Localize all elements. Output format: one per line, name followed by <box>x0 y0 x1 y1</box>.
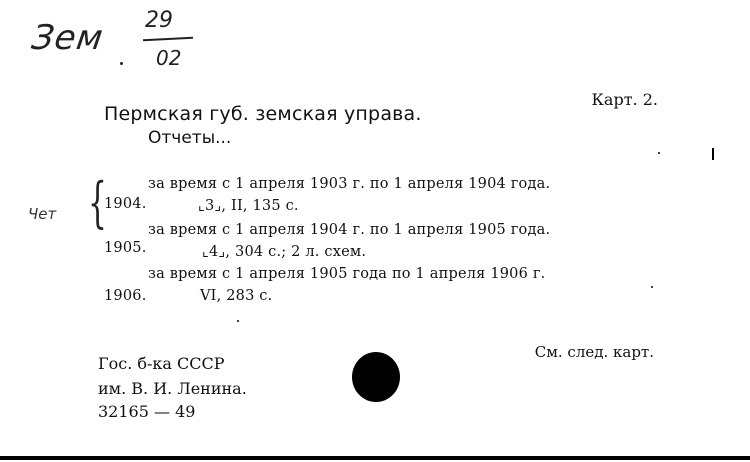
card-bottom-edge <box>0 456 750 460</box>
handwritten-fraction-bottom: 02 <box>156 46 182 70</box>
handwritten-fraction-line <box>143 37 193 42</box>
ink-stamp-blot <box>352 352 400 402</box>
handwritten-shelf-mark: Зем <box>29 18 107 58</box>
library-catalog-number: 32165 — 49 <box>98 402 196 421</box>
entry-volume: ⌞3⌟, II, 135 с. <box>198 198 299 214</box>
entry-volume: VI, 283 с. <box>200 288 273 304</box>
ink-speck <box>651 286 653 288</box>
handwritten-fraction-top: 29 <box>145 8 173 33</box>
handwritten-dot <box>120 62 123 65</box>
card-subtitle: Отчеты... <box>148 128 232 148</box>
card-number: Карт. 2. <box>591 90 658 109</box>
card-title: Пермская губ. земская управа. <box>104 103 422 125</box>
entry-period: за время с 1 апреля 1905 года по 1 апреля 1906 г. <box>148 266 546 282</box>
handwritten-side-note: Чет <box>28 205 57 223</box>
ink-speck <box>237 320 239 322</box>
entry-year: 1906. <box>104 288 147 304</box>
margin-mark <box>712 148 714 160</box>
entry-period: за время с 1 апреля 1904 г. по 1 апреля 1905 года. <box>148 222 551 238</box>
library-dedication: им. В. И. Ленина. <box>98 379 247 398</box>
entry-volume: ⌞4⌟, 304 с.; 2 л. схем. <box>202 244 367 260</box>
entry-period: за время с 1 апреля 1903 г. по 1 апреля 1904 года. <box>148 176 551 192</box>
entry-brace: { <box>88 171 107 234</box>
ink-speck <box>658 152 660 154</box>
entry-year: 1905. <box>104 240 147 256</box>
library-name: Гос. б-ка СССР <box>98 354 225 373</box>
see-next-card: См. след. карт. <box>534 343 654 361</box>
entry-year: 1904. <box>104 196 147 212</box>
